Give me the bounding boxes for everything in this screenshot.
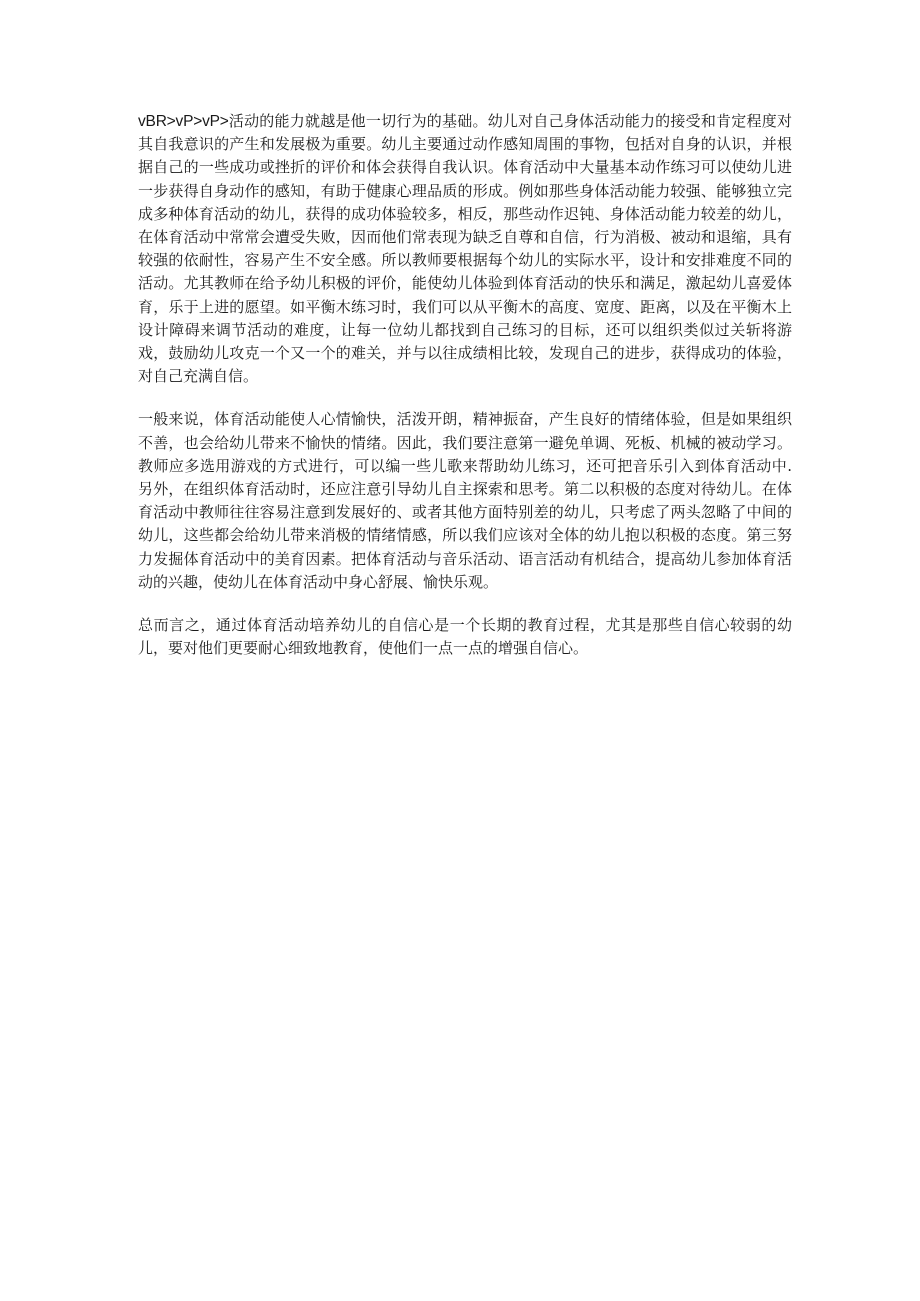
paragraph-3-text: 总而言之，通过体育活动培养幼儿的自信心是一个长期的教育过程，尤其是那些自信心较弱的幼儿，要对他们更要耐心细致地教育，使他们一点一点的增强自信心。	[138, 616, 792, 658]
document-page	[138, 110, 792, 660]
paragraph-1-lead: vBR>vP>vP>	[138, 113, 229, 130]
paragraph-3	[138, 614, 792, 660]
paragraph-1	[138, 110, 792, 388]
paragraph-2	[138, 408, 792, 594]
paragraph-2-text: 一般来说，体育活动能使人心情愉快，活泼开朗，精神振奋，产生良好的情绪体验，但是如果组织不善，也会给幼儿带来不愉快的情绪。因此，我们要注意第一避免单调、死板、机械的被动学习。教师应多选用游戏的方式进行，可以编一些儿歌来帮助幼儿练习，还可把音乐引入到体育活动中. 另外，在组织体育活动时，还应注意引导幼儿自主探索和思考。第二以积极的态度对待幼儿。在体育活动中教师往往容易注意到发展好的、或者其他方面特别差的幼儿，只考虑了两头忽略了中间的幼儿，这些都会给幼儿带来消极的情绪情感，所以我们应该对全体的幼儿抱以积极的态度。第三努力发掘体育活动中的美育因素。把体育活动与音乐活动、语言活动有机结合，提高幼儿参加体育活动的兴趣，使幼儿在体育活动中身心舒展、愉快乐观。	[138, 410, 792, 591]
paragraph-1-text: 活动的能力就越是他一切行为的基础。幼儿对自己身体活动能力的接受和肯定程度对其自我意识的产生和发展极为重要。幼儿主要通过动作感知周围的事物，包括对自身的认识，并根据自己的一些成功或挫折的评价和体会获得自我认识。体育活动中大量基本动作练习可以使幼儿进一步获得自身动作的感知，有助于健康心理品质的形成。例如那些身体活动能力较强、能够独立完成多种体育活动的幼儿，获得的成功体验较多，相反，那些动作迟钝、身体活动能力较差的幼儿，在体育活动中常常会遭受失败，因而他们常表现为缺乏自尊和自信，行为消极、被动和退缩，具有较强的依耐性，容易产生不安全感。所以教师要根据每个幼儿的实际水平，设计和安排难度不同的活动。尤其教师在给予幼儿积极的评价，能使幼儿体验到体育活动的快乐和满足，激起幼儿喜爱体育，乐于上进的愿望。如平衡木练习时，我们可以从平衡木的高度、宽度、距离，以及在平衡木上设计障碍来调节活动的难度，让每一位幼儿都找到自己练习的目标，还可以组织类似过关斩将游戏，鼓励幼儿攻克一个又一个的难关，并与以往成绩相比较，发现自己的进步，获得成功的体验，对自己充满自信。	[138, 112, 792, 386]
